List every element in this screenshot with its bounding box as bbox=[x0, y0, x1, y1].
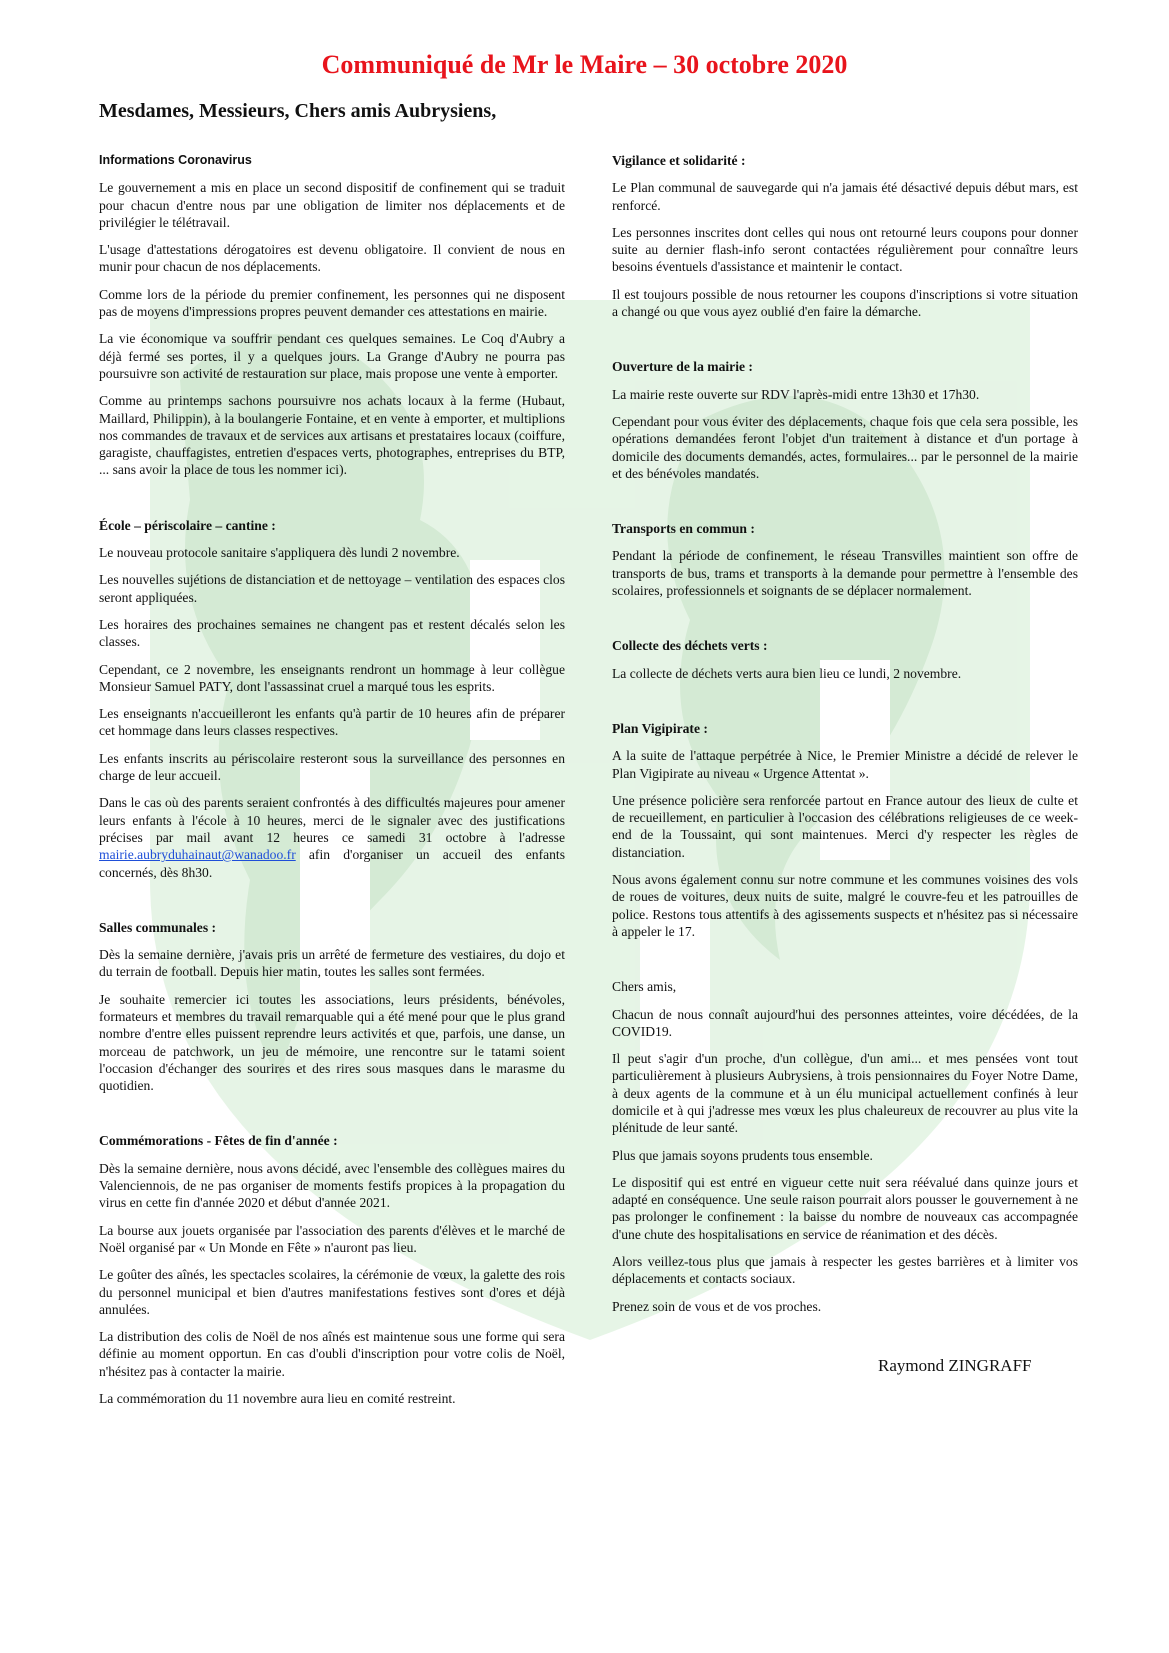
paragraph: Les enseignants n'accueilleront les enfants qu'à partir de 10 heures afin de préparer cet hommage dans leurs classes respectives. bbox=[99, 706, 565, 739]
paragraph: La commémoration du 11 novembre aura lieu en comité restreint. bbox=[99, 1391, 456, 1407]
paragraph: Comme lors de la période du premier confinement, les personnes qui ne disposent pas de moyens d'impressions propres peuvent demander ces attestations en mairie. bbox=[99, 286, 565, 320]
section-transports bbox=[612, 520, 1078, 599]
paragraph: L'usage d'attestations dérogatoires est devenu obligatoire. Il convient de nous en munir pour chacun de nos déplacements. bbox=[99, 242, 565, 275]
left-column bbox=[99, 152, 565, 1417]
paragraph: Les personnes inscrites dont celles qui nous ont retourné leurs coupons pour donner suite au dernier flash-info seront contactées régulièrement pour connaître leurs besoins éventuels d'assistance et maintenir le contact. bbox=[612, 224, 1078, 275]
paragraph: Je souhaite remercier ici toutes les associations, leurs présidents, bénévoles, formateurs et membres du travail remarquable qui a été mené pour que le plus grand nombre d'entre elles puissent reprendre leurs activités et que, parfois, une danse, un morceau de patchwork, un jeu de mémoire, une rencontre sur le tatami soient l'occasion d'échanger des sourires et des rires sous masques dans le marasme du quotidien. bbox=[99, 991, 565, 1094]
paragraph: Les enfants inscrits au périscolaire resteront sous la surveillance des personnes en charge de leur accueil. bbox=[99, 750, 565, 784]
section-vigipirate bbox=[612, 720, 1078, 940]
section-mairie bbox=[612, 358, 1078, 482]
section-heading: Collecte des déchets verts : bbox=[612, 638, 768, 654]
paragraph: Les nouvelles sujétions de distanciation et de nettoyage – ventilation des espaces clos seront appliquées. bbox=[99, 572, 565, 605]
email-link[interactable]: mairie.aubryduhainaut@wanadoo.fr bbox=[99, 847, 296, 863]
paragraph: La distribution des colis de Noël de nos aînés est maintenue sous une forme qui sera définie au moment opportun. En cas d'oubli d'inscription pour votre colis de Noël, n'hésitez pas à contacter la mairie. bbox=[99, 1329, 565, 1379]
paragraph: Plus que jamais soyons prudents tous ensemble. bbox=[612, 1147, 873, 1163]
paragraph: Le Plan communal de sauvegarde qui n'a jamais été désactivé depuis début mars, est renforcé. bbox=[612, 180, 1078, 213]
text: Dans le cas où des parents seraient confrontés à des difficultés majeures pour amener leurs enfants à l'école à 10 heures, merci de le signaler avec des justifications précises par mail avant 12 heures ce samedi 31 octobre à l'adresse bbox=[99, 795, 565, 845]
section-salles bbox=[99, 919, 565, 1095]
paragraph: Le nouveau protocole sanitaire s'appliquera dès lundi 2 novembre. bbox=[99, 545, 460, 561]
paragraph: Pendant la période de confinement, le réseau Transvilles maintient son offre de transports de bus, trams et transports à la demande pour permettre à l'ensemble des scolaires, professionnels et soignants de se déplacer normalement. bbox=[612, 548, 1078, 599]
section-heading: Informations Coronavirus bbox=[99, 153, 252, 167]
section-heading: Ouverture de la mairie : bbox=[612, 359, 753, 375]
paragraph: Dès la semaine dernière, j'avais pris un arrêté de fermeture des vestiaires, du dojo et du terrain de football. Depuis hier matin, toutes les salles sont fermées. bbox=[99, 947, 565, 980]
paragraph: Cependant, ce 2 novembre, les enseignants rendront un hommage à leur collègue Monsieur Samuel PATY, dont l'assassinat cruel a marqué tous les esprits. bbox=[99, 661, 565, 694]
section-heading: Plan Vigipirate : bbox=[612, 720, 708, 736]
paragraph: Une présence policière sera renforcée partout en France autour des lieux de culte et de recueillement, en particulier à l'occasion des célébrations religieuses de ce week-end de la Toussaint, qui sont maintenues. Merci d'y respecter les règles de distanciation. bbox=[612, 792, 1078, 860]
paragraph: La mairie reste ouverte sur RDV l'après-midi entre 13h30 et 17h30. bbox=[612, 386, 980, 402]
paragraph: La vie économique va souffrir pendant ces quelques semaines. Le Coq d'Aubry a déjà fermé ses portes, il y a quelques jours. La Grange d'Aubry ne pourra pas poursuivre son activité de restauration sur place, mais propose une vente à emporter. bbox=[99, 331, 565, 381]
paragraph: A la suite de l'attaque perpétrée à Nice, le Premier Ministre a décidé de relever le Plan Vigipirate au niveau « Urgence Attentat ». bbox=[612, 748, 1078, 781]
section-ecole bbox=[99, 517, 565, 881]
page-title: Communiqué de Mr le Maire – 30 octobre 2020 bbox=[321, 50, 848, 79]
signature: Raymond ZINGRAFF bbox=[878, 1356, 1032, 1375]
section-heading: École – périscolaire – cantine : bbox=[99, 517, 276, 533]
paragraph: Comme au printemps sachons poursuivre nos achats locaux à la ferme (Hubaut, Maillard, Philippin), à la boulangerie Fontaine, et en vente à emporter, et multiplions nos commandes de travaux et de services aux artisans et prestataires locaux (coiffure, garagiste, chauffagistes, entretien d'espaces verts, photographes, entreprises du BTP, ... sans avoir la place de tous les nommer ici). bbox=[99, 393, 565, 478]
right-column bbox=[612, 152, 1078, 1325]
paragraph: Il est toujours possible de nous retourner les coupons d'inscriptions si votre situation a changé ou que vous ayez oublié d'en faire la démarche. bbox=[612, 286, 1078, 320]
greeting: Mesdames, Messieurs, Chers amis Aubrysiens, bbox=[99, 100, 497, 122]
section-dechets-verts bbox=[612, 637, 1078, 682]
paragraph: Le gouvernement a mis en place un second dispositif de confinement qui se traduit pour chacun d'entre nous par une obligation de limiter nos déplacements et de privilégier le télétravail. bbox=[99, 180, 565, 230]
paragraph-with-email bbox=[99, 794, 565, 880]
paragraph: Cependant pour vous éviter des déplacements, chaque fois que cela sera possible, les opérations demandées feront l'objet d'un traitement à distance et d'un portage à domicile des documents demandés, actes, formulaires... par le personnel de la mairie et des bénévoles mandatés. bbox=[612, 413, 1078, 481]
section-vigilance bbox=[612, 152, 1078, 320]
section-heading: Transports en commun : bbox=[612, 521, 755, 537]
text: afin d'organiser un accueil des enfants concernés, dès 8h30. bbox=[99, 847, 565, 880]
salutation: Chers amis, bbox=[612, 979, 677, 995]
section-heading: Commémorations - Fêtes de fin d'année : bbox=[99, 1133, 338, 1149]
paragraph: Chacun de nous connaît aujourd'hui des personnes atteintes, voire décédées, de la COVID19. bbox=[612, 1006, 1078, 1039]
section-heading: Vigilance et solidarité : bbox=[612, 153, 746, 168]
paragraph: Les horaires des prochaines semaines ne changent pas et restent décalés selon les classes. bbox=[99, 616, 565, 650]
section-heading: Salles communales : bbox=[99, 919, 217, 935]
paragraph: Il peut s'agir d'un proche, d'un collègue, d'un ami... et mes pensées vont tout particulièrement à plusieurs Aubrysiens, à trois pensionnaires du Foyer Notre Dame, à deux agents de la commune et à un élu municipal actuellement confinés à leur domicile et à qui j'adresse mes vœux les plus chaleureux de recouvrer au plus vite la plénitude de leur santé. bbox=[612, 1051, 1078, 1136]
section-commemorations bbox=[99, 1132, 565, 1407]
paragraph: Nous avons également connu sur notre commune et les communes voisines des vols de roues de voitures, deux nuits de suite, malgré le couvre-feu et les patrouilles de police. Restons tous attentifs à des agissements suspects et n'hésitez pas si nécessaire à appeler le 17. bbox=[612, 872, 1078, 939]
paragraph: Prenez soin de vous et de vos proches. bbox=[612, 1298, 822, 1314]
paragraph: La collecte de déchets verts aura bien lieu ce lundi, 2 novembre. bbox=[612, 665, 962, 681]
paragraph: Dès la semaine dernière, nous avons décidé, avec l'ensemble des collègues maires du Valenciennois, de ne pas organiser de moments festifs propices à la propagation du virus en cette fin d'année 2020 et début d'année 2021. bbox=[99, 1160, 565, 1211]
section-coronavirus bbox=[99, 152, 565, 479]
paragraph: La bourse aux jouets organisée par l'association des parents d'élèves et le marché de Noël organisé par « Un Monde en Fête » n'auront pas lieu. bbox=[99, 1222, 565, 1255]
paragraph: Le goûter des aînés, les spectacles scolaires, la cérémonie de vœux, la galette des rois du personnel municipal et bien d'autres manifestations festives sont d'ores et déjà annulées. bbox=[99, 1267, 565, 1317]
paragraph: Alors veillez-tous plus que jamais à respecter les gestes barrières et à limiter vos déplacements et contacts sociaux. bbox=[612, 1254, 1078, 1287]
paragraph: Le dispositif qui est entré en vigueur cette nuit sera réévalué dans quinze jours et adapté en conséquence. Une seule raison pourrait alors pousser le gouvernement à ne pas prolonger le confinement : la baisse du nombre de nouveaux cas accompagnée d'une chute des hospitalisations en service de réanimation et des décès. bbox=[612, 1174, 1078, 1242]
section-closing-letter bbox=[612, 978, 1078, 1315]
